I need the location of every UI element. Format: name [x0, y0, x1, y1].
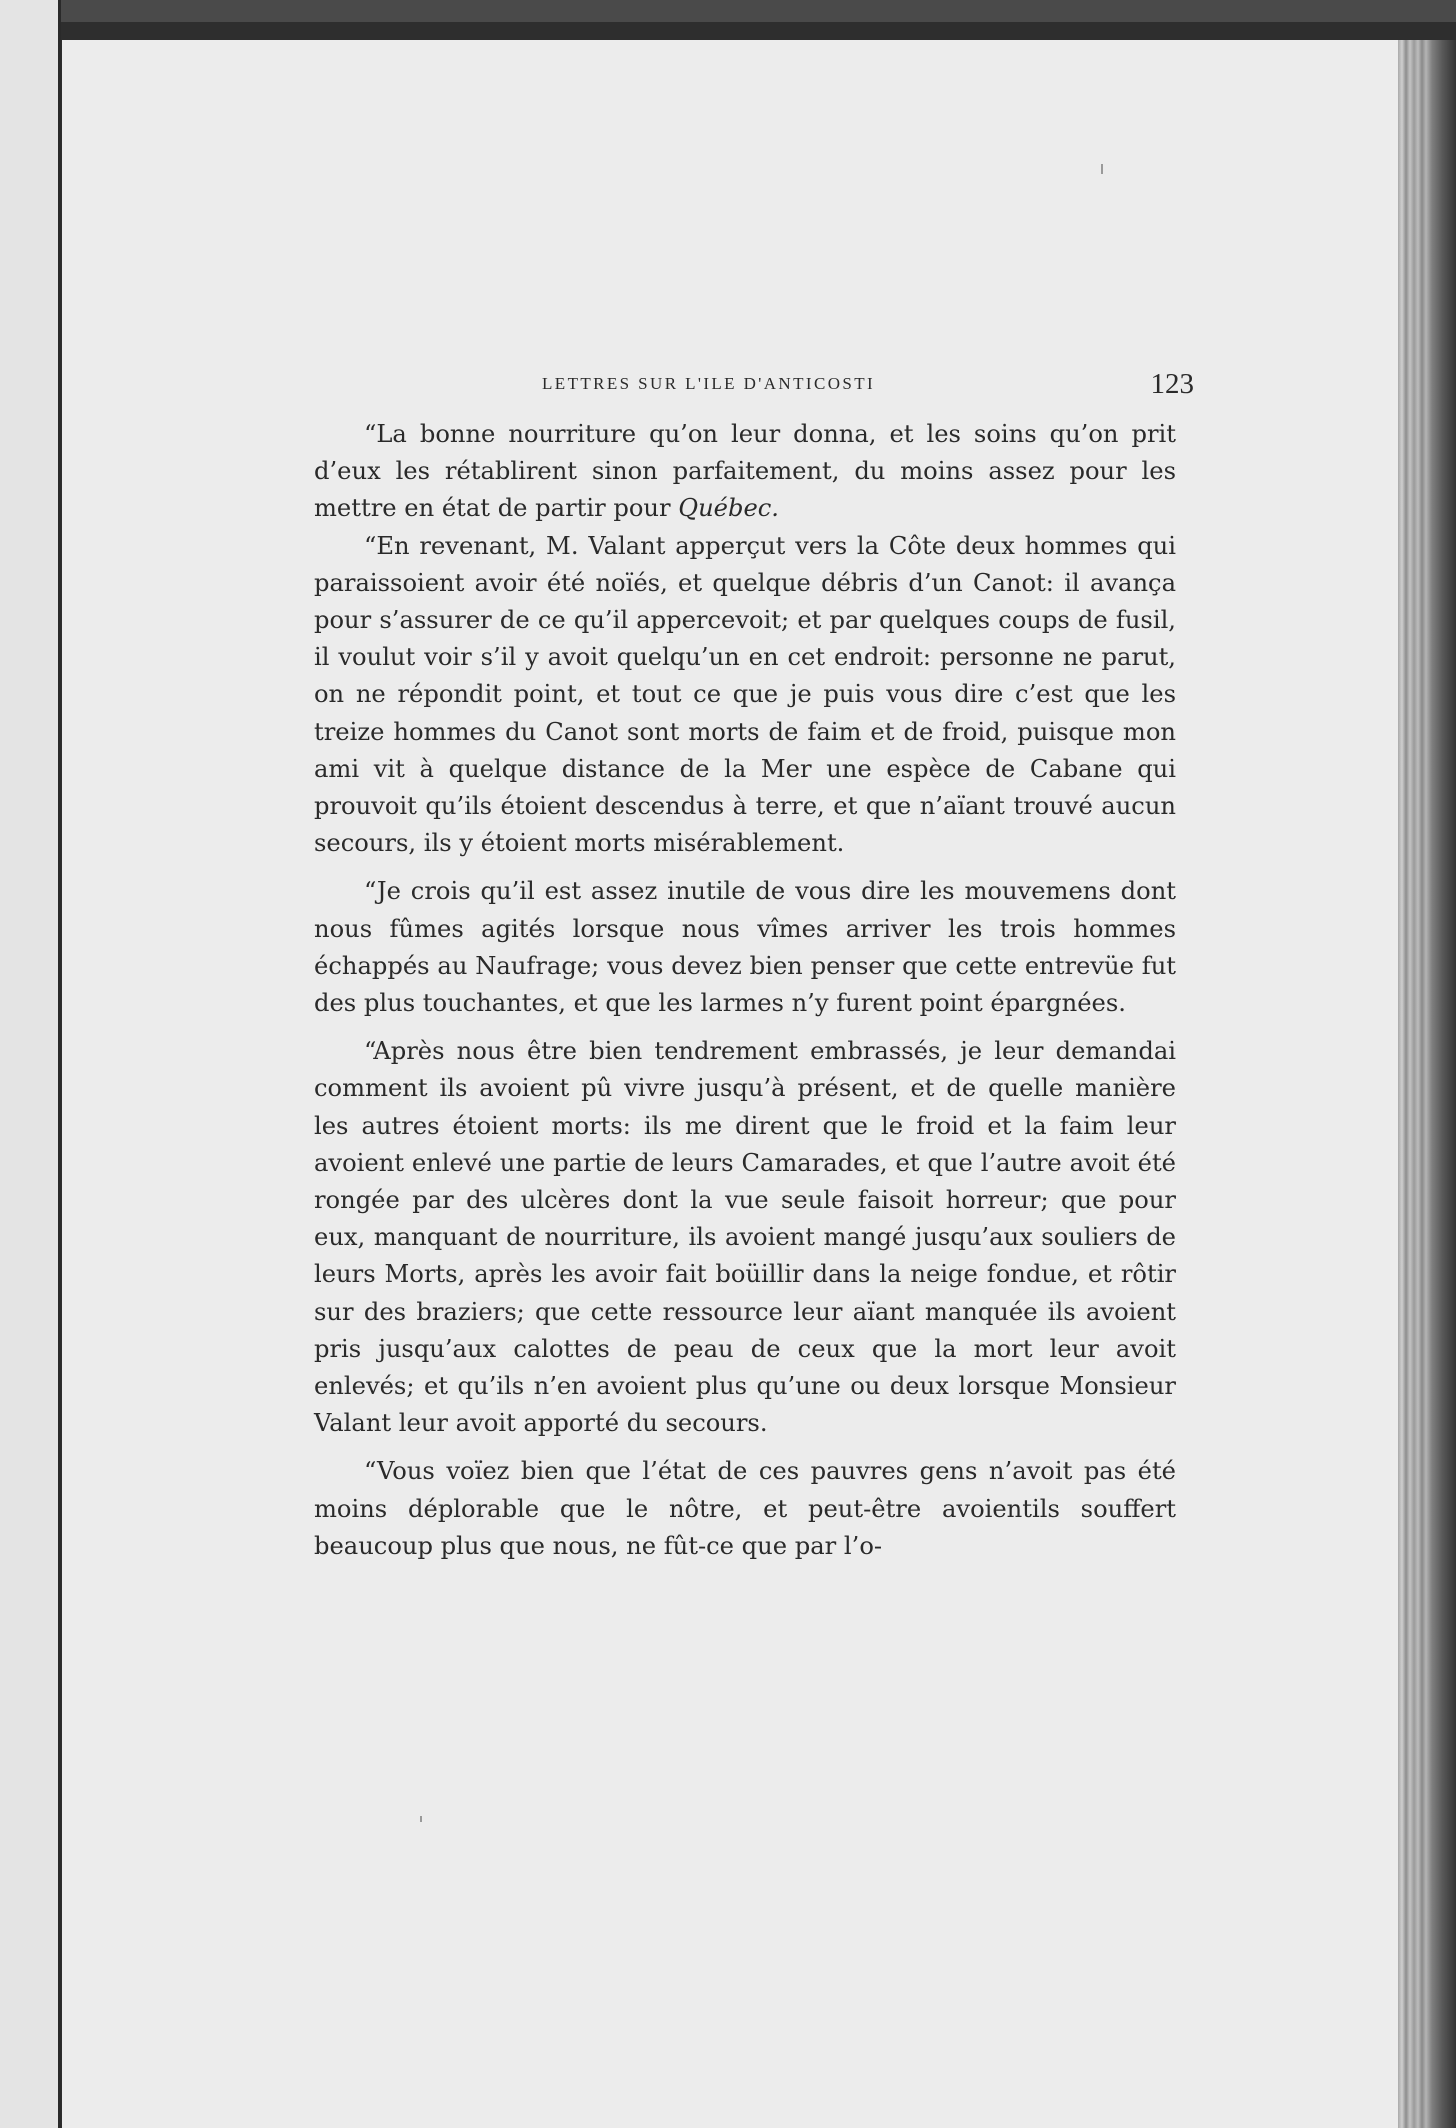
- paragraph: [314, 1453, 1176, 1565]
- paragraph-italic-text: Québec.: [678, 494, 779, 523]
- book-page: [62, 40, 1398, 2128]
- page-stack-edge: [1398, 40, 1456, 2128]
- paragraph-text: “Vous voïez bien que l’état de ces pauvres gens n’avoit pas été moins déplorable que le nôtre, et peut-être avoientils souffert beaucoup plus que nous, ne fût-ce que par l’o-: [314, 1457, 1176, 1560]
- paragraph-text: “La bonne nourriture qu’on leur donna, et les soins qu’on prit d’eux les rétablirent sinon parfaitement, du moins assez pour les mettre en état de partir pour: [314, 420, 1176, 523]
- running-head: [542, 368, 1194, 408]
- paragraph-text: “Je crois qu’il est assez inutile de vous dire les mouvemens dont nous fûmes agités lorsque nous vîmes arriver les trois hommes échappés au Naufrage; vous devez bien penser que cette entrevüe fut des plus touchantes, et que les larmes n’y furent point épargnées.: [314, 877, 1176, 1018]
- paragraph: [314, 873, 1176, 1022]
- paragraph: [314, 416, 1176, 528]
- paragraph: [314, 528, 1176, 863]
- running-head-title: LETTRES SUR L'ILE D'ANTICOSTI: [542, 374, 876, 393]
- paragraph-text: “Après nous être bien tendrement embrassés, je leur demandai comment ils avoient pû vivre jusqu’à présent, et de quelle manière les autres étoient morts: ils me dirent que le froid et la faim leur avoient enlevé une partie de leurs Camarades, et que l’autre avoit été rongée par des ulcères dont la vue seule faisoit horreur; que pour eux, manquant de nourriture, ils avoient mangé jusqu’aux souliers de leurs Morts, après les avoir fait boüillir dans la neige fondue, et rôtir sur des braziers; que cette ressource leur aïant manquée ils avoient pris jusqu’aux calottes de peau de ceux que la mort leur avoit enlevés; et qu’ils n’en avoient plus qu’une ou deux lorsque Monsieur Valant leur avoit apporté du secours.: [314, 1037, 1176, 1438]
- paragraph: [314, 1033, 1176, 1442]
- scan-top-border: [0, 0, 1456, 22]
- facing-page-edge: [0, 0, 61, 2128]
- scan-speck: [420, 1816, 422, 1822]
- page-number: 123: [1150, 368, 1194, 400]
- body-text: [314, 416, 1176, 1565]
- paragraph-text: “En revenant, M. Valant apperçut vers la Côte deux hommes qui paraissoient avoir été noïés, et quelque débris d’un Canot: il avança pour s’assurer de ce qu’il appercevoit; et par quelques coups de fusil, il voulut voir s’il y avoit quelqu’un en cet endroit: personne ne parut, on ne répondit point, et tout ce que je puis vous dire c’est que les treize hommes du Canot sont morts de faim et de froid, puisque mon ami vit à quelque distance de la Mer une espèce de Cabane qui prouvoit qu’ils étoient descendus à terre, et que n’aïant trouvé aucun secours, ils y étoient morts misérablement.: [314, 531, 1176, 858]
- scan-speck: [1101, 164, 1103, 174]
